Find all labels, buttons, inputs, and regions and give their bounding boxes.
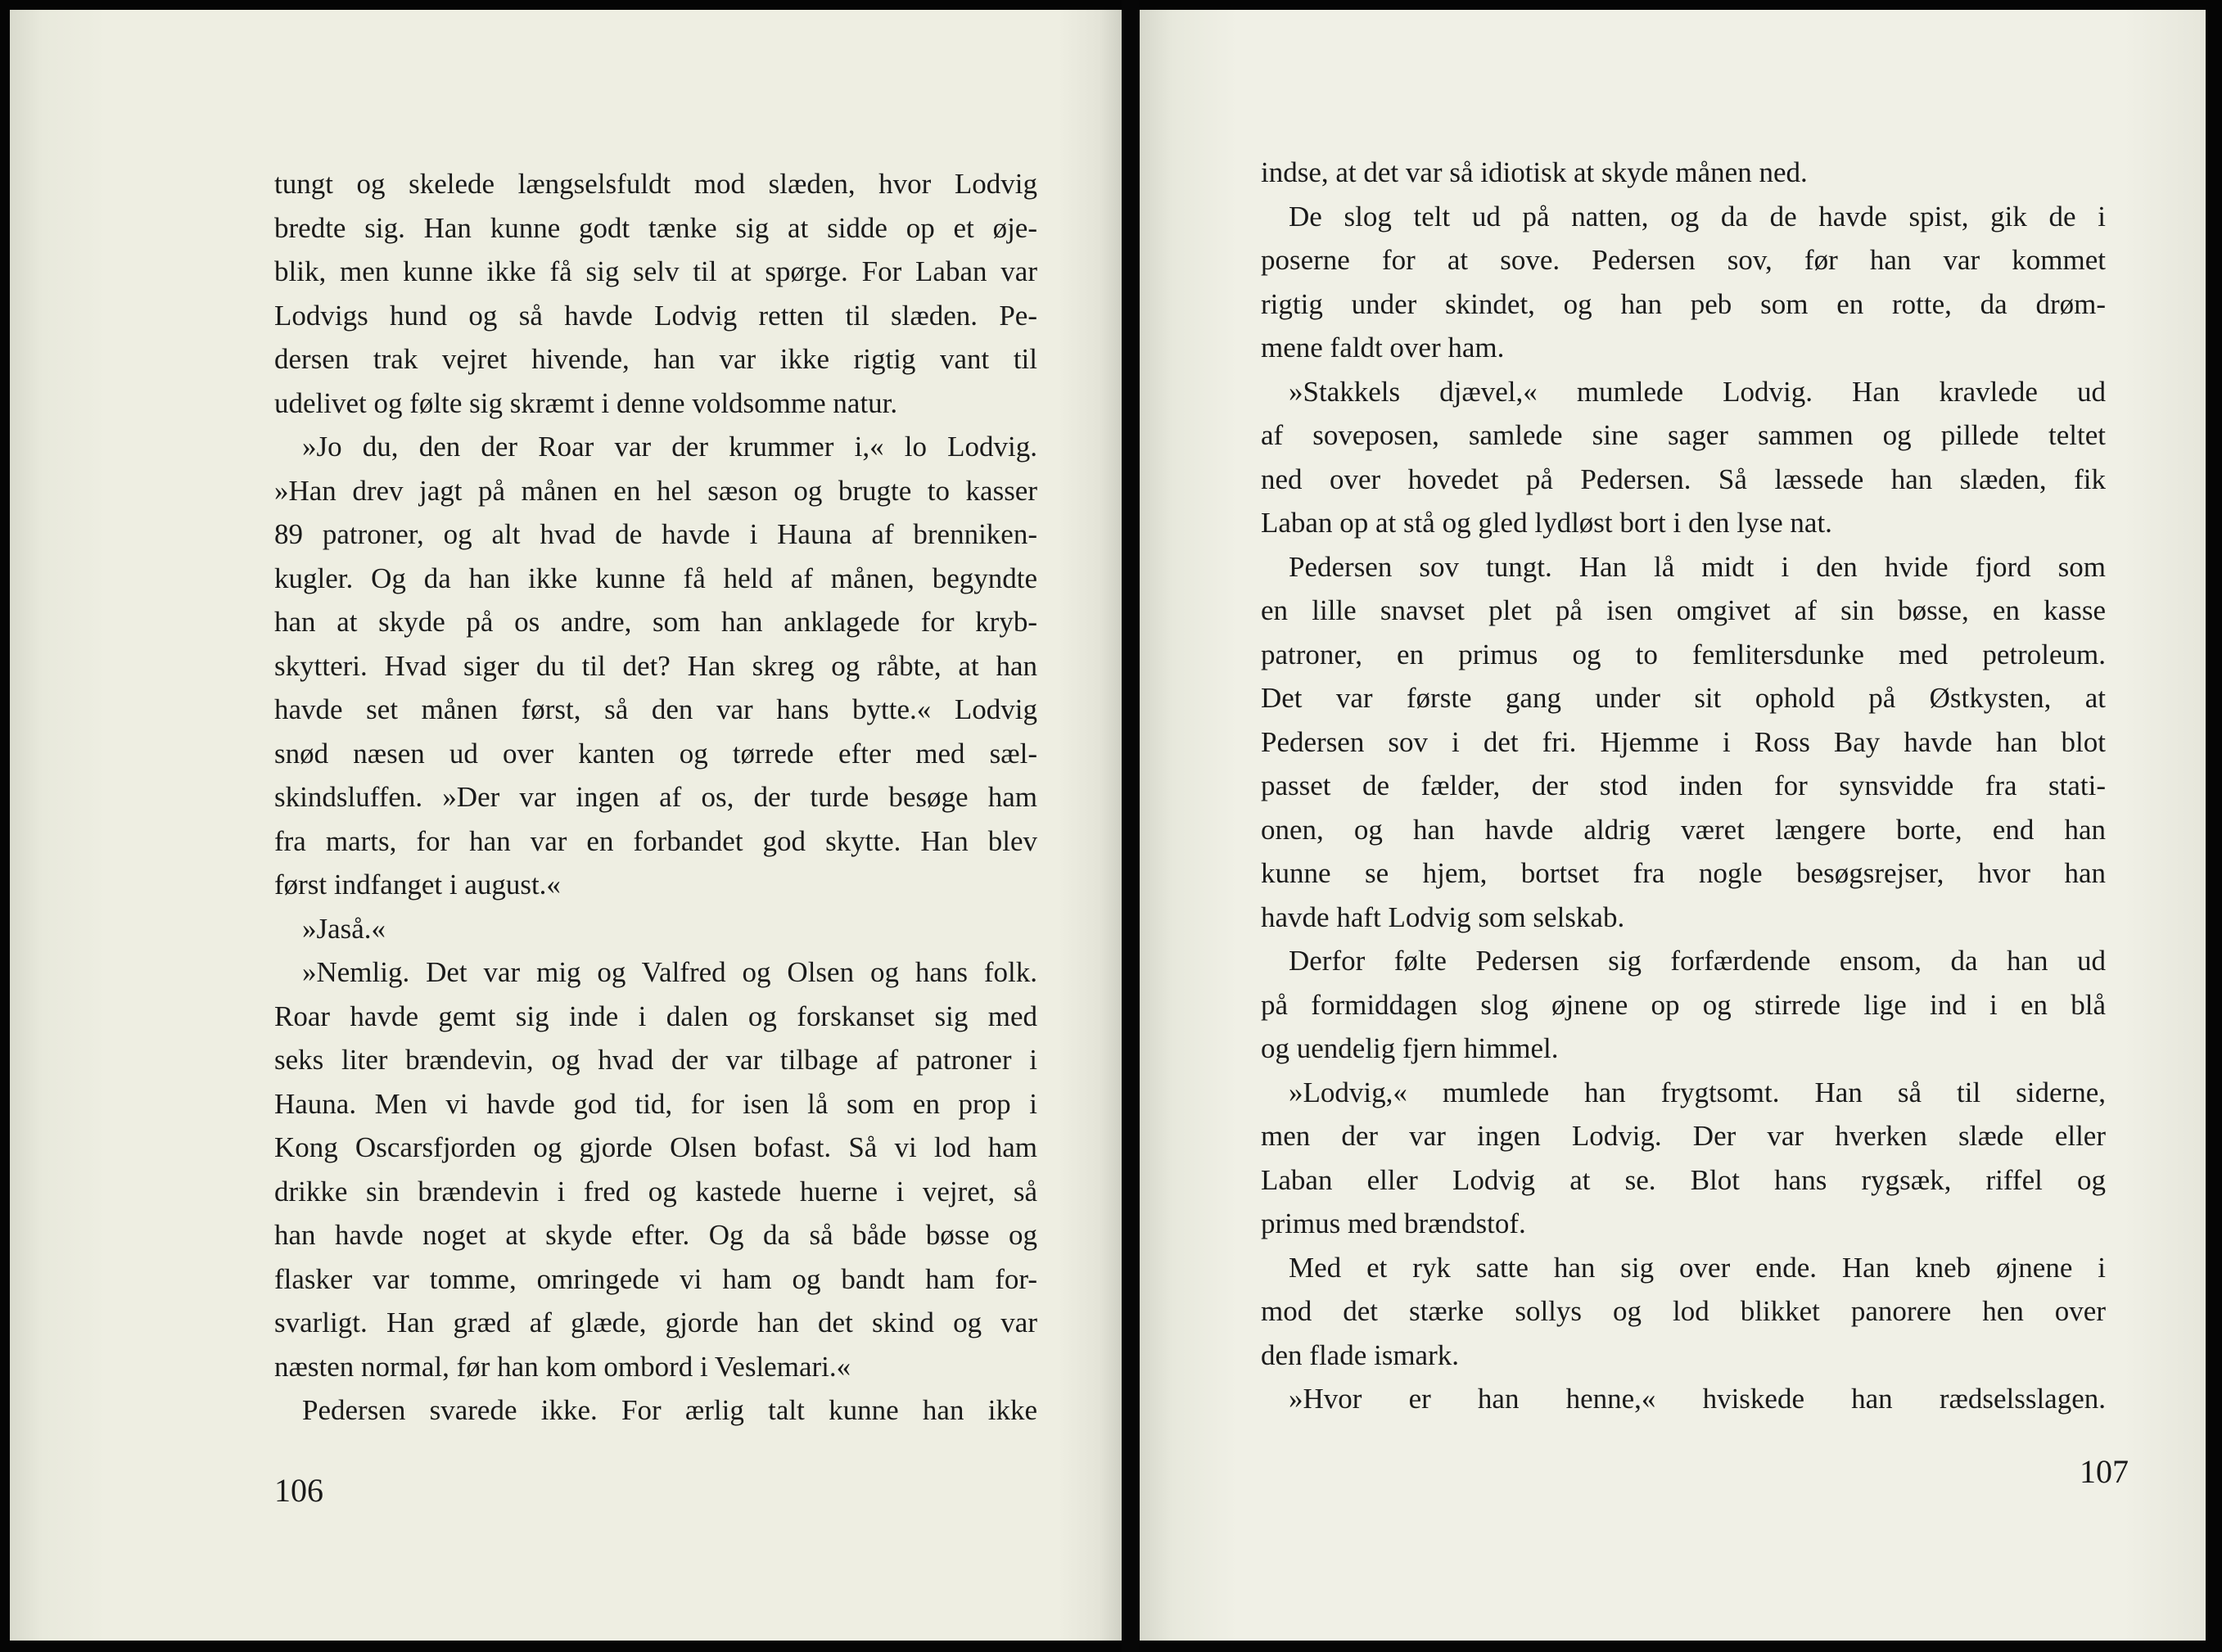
text-line: han at skyde på os andre, som han anklagede for kryb- (274, 606, 1037, 638)
text-line: Kong Oscarsfjorden og gjorde Olsen bofast. Så vi lod ham (274, 1131, 1037, 1163)
text-line: blik, men kunne ikke få sig selv til at spørge. For Laban var (274, 255, 1037, 287)
left-page-text (274, 162, 1037, 1433)
text-line: drikke sin brændevin i fred og kastede huerne i vejret, så (274, 1175, 1037, 1207)
text-line: af soveposen, samlede sine sager sammen og pillede teltet (1261, 419, 2106, 451)
text-line: Pedersen sov i det fri. Hjemme i Ross Bay havde han blot (1261, 725, 2106, 758)
text-line: »Nemlig. Det var mig og Valfred og Olsen og hans folk. (302, 956, 1037, 988)
text-line: »Han drev jagt på månen en hel sæson og brugte to kasser (274, 474, 1037, 507)
text-line: De slog telt ud på natten, og da de havde spist, gik de i (1289, 200, 2106, 232)
text-line: næsten normal, før han kom ombord i Veslemari.« (274, 1350, 851, 1383)
text-line: skindsluffen. »Der var ingen af os, der turde besøge ham (274, 781, 1037, 813)
text-line: udelivet og følte sig skræmt i denne voldsomme natur. (274, 386, 898, 419)
text-line: seks liter brændevin, og hvad der var tilbage af patroner i (274, 1044, 1037, 1076)
text-line: på formiddagen slog øjnene op og stirrede lige ind i en blå (1261, 988, 2106, 1021)
text-line: ned over hovedet på Pedersen. Så læssede han slæden, fik (1261, 463, 2106, 495)
text-line: Laban eller Lodvig at se. Blot hans rygsæk, riffel og (1261, 1163, 2106, 1196)
text-line: snød næsen ud over kanten og tørrede efter med sæl- (274, 737, 1037, 770)
right-page (1140, 10, 2206, 1641)
text-line: onen, og han havde aldrig været længere borte, end han (1261, 813, 2106, 846)
text-line: Laban op at stå og gled lydløst bort i den lyse nat. (1261, 507, 1832, 539)
text-line: primus med brændstof. (1261, 1207, 1526, 1239)
book-gutter (1122, 0, 1140, 1652)
text-line: fra marts, for han var en forbandet god skytte. Han blev (274, 824, 1037, 857)
text-line: »Hvor er han henne,« hviskede han rædselsslagen. (1289, 1383, 2106, 1415)
text-line: »Stakkels djævel,« mumlede Lodvig. Han kravlede ud (1289, 375, 2106, 408)
text-line: poserne for at sove. Pedersen sov, før han var kommet (1261, 244, 2106, 276)
text-line: »Lodvig,« mumlede han frygtsomt. Han så til siderne, (1289, 1076, 2106, 1108)
text-line: patroner, en primus og to femlitersdunke med petroleum. (1261, 638, 2106, 670)
text-line: Lodvigs hund og så havde Lodvig retten til slæden. Pe- (274, 299, 1037, 332)
text-line: »Jo du, den der Roar var der krummer i,« lo Lodvig. (302, 431, 1037, 463)
text-line: »Jaså.« (302, 912, 386, 945)
text-line: bredte sig. Han kunne godt tænke sig at sidde op et øje- (274, 211, 1037, 244)
text-line: Hauna. Men vi havde god tid, for isen lå som en prop i (274, 1087, 1037, 1120)
text-line: Det var første gang under sit ophold på Østkysten, at (1261, 682, 2106, 714)
text-line: svarligt. Han græd af glæde, gjorde han det skind og var (274, 1307, 1037, 1338)
text-line: dersen trak vejret hivende, han var ikke rigtig vant til (274, 343, 1037, 375)
text-line: indse, at det var så idiotisk at skyde månen ned. (1261, 156, 1808, 188)
text-line: den flade ismark. (1261, 1338, 1459, 1371)
page-number: 107 (2080, 1453, 2129, 1490)
text-line: Pedersen sov tungt. Han lå midt i den hvide fjord som (1289, 550, 2106, 583)
text-line: kugler. Og da han ikke kunne få held af månen, begyndte (274, 562, 1037, 594)
page-number: 106 (274, 1472, 323, 1509)
text-line: men der var ingen Lodvig. Der var hverken slæde eller (1261, 1120, 2106, 1152)
text-line: først indfanget i august.« (274, 869, 561, 900)
text-line: og uendelig fjern himmel. (1261, 1032, 1559, 1064)
text-line: flasker var tomme, omringede vi ham og bandt ham for- (274, 1262, 1037, 1295)
text-line: 89 patroner, og alt hvad de havde i Hauna af brenniken- (274, 518, 1037, 550)
text-line: mod det stærke sollys og lod blikket panorere hen over (1261, 1295, 2106, 1327)
text-line: rigtig under skindet, og han peb som en rotte, da drøm- (1261, 287, 2106, 320)
text-line: havde haft Lodvig som selskab. (1261, 900, 1625, 933)
text-line: Med et ryk satte han sig over ende. Han kneb øjnene i (1289, 1251, 2106, 1284)
text-line: han havde noget at skyde efter. Og da så både bøsse og (274, 1219, 1037, 1251)
text-line: tungt og skelede længselsfuldt mod slæden, hvor Lodvig (274, 168, 1037, 200)
right-page-text (1261, 151, 2106, 1421)
text-line: Pedersen svarede ikke. For ærlig talt kunne han ikke (302, 1394, 1037, 1426)
text-line: mene faldt over ham. (1261, 332, 1505, 363)
text-line: Derfor følte Pedersen sig forfærdende ensom, da han ud (1289, 945, 2106, 977)
text-line: kunne se hjem, bortset fra nogle besøgsrejser, hvor han (1261, 857, 2106, 889)
text-line: passet de fælder, der stod inden for synsvidde fra stati- (1261, 770, 2106, 801)
text-line: en lille snavset plet på isen omgivet af sin bøsse, en kasse (1261, 594, 2106, 626)
text-line: skytteri. Hvad siger du til det? Han skreg og råbte, at han (274, 649, 1037, 682)
left-page (10, 10, 1122, 1641)
text-line: havde set månen først, så den var hans bytte.« Lodvig (274, 693, 1037, 725)
text-line: Roar havde gemt sig inde i dalen og forskanset sig med (274, 1000, 1037, 1032)
